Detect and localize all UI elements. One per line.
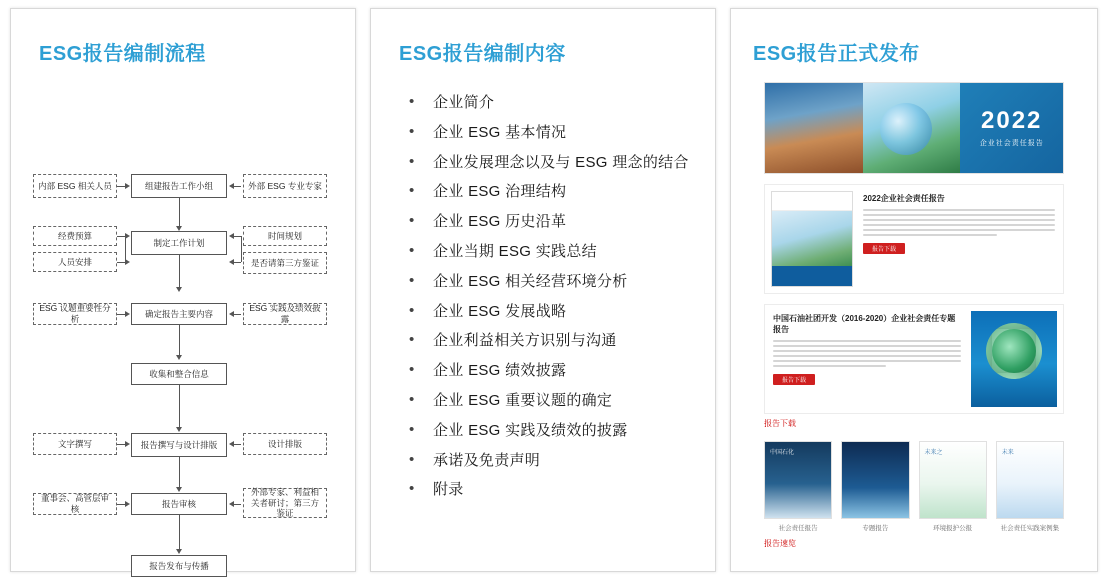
panel-release (730, 8, 1098, 572)
report-gallery (764, 82, 1064, 549)
list-item: • 企业 ESG 治理结构 (405, 181, 697, 202)
report-card-1-text (863, 209, 1055, 236)
flow-node-n15: 设计排版 (243, 433, 327, 455)
flow-node-n19: 报告发布与传播 (131, 555, 227, 577)
thumbnail-row (764, 441, 1064, 519)
list-item: • 企业 ESG 绩效披露 (405, 360, 697, 381)
hero-subtitle: 企业社会责任报告 (979, 139, 1044, 147)
report-card-2-title: 中国石油社团开发（2016-2020）企业社会责任专题报告 (773, 314, 956, 334)
report-card-1[interactable] (764, 184, 1064, 294)
report-cover-thumbnail (771, 191, 853, 287)
thumbnail-1-label: 中国石化 (770, 450, 795, 456)
thumbnail-captions (764, 523, 1064, 532)
content-list (371, 92, 715, 501)
list-item: • 企业利益相关方识别与沟通 (405, 330, 697, 351)
thumbnail-2[interactable] (841, 441, 909, 519)
flow-node-n17: 报告审核 (131, 493, 227, 515)
list-item: • 企业发展理念以及与 ESG 理念的结合 (405, 152, 697, 173)
panel-content (370, 8, 716, 572)
hero-year: 2022 (981, 106, 1043, 134)
thumbnail-3-label: 未来之 (924, 450, 943, 456)
report-card-1-title: 2022企业社会责任报告 (863, 194, 945, 203)
panel-release-title: ESG报告正式发布 (753, 43, 920, 65)
report-cover-blue (971, 311, 1057, 407)
flow-node-n14: 报告撰写与设计排版 (131, 433, 227, 457)
flow-node-n11: ESG 实践及绩效披露 (243, 303, 327, 325)
flow-node-n10: 确定报告主要内容 (131, 303, 227, 325)
thumbnail-1[interactable] (764, 441, 832, 519)
flow-node-n12: 收集和整合信息 (131, 363, 227, 385)
list-item: • 企业 ESG 发展战略 (405, 301, 697, 322)
hero-image-desert (765, 83, 863, 173)
flow-node-n13: 文字撰写 (33, 433, 117, 455)
report-card-2[interactable] (764, 304, 1064, 414)
hero-image-green (863, 83, 961, 173)
flow-node-n4: 经费预算 (33, 226, 117, 246)
flow-node-n7: 人员安排 (33, 252, 117, 272)
flow-node-n8: 是否请第三方鉴证 (243, 252, 327, 274)
thumbnail-2-caption: 专题报告 (862, 525, 889, 532)
flow-diagram (11, 88, 355, 571)
flow-node-n18: 外部专家、利益相关者研讨；第三方鉴证 (243, 488, 327, 518)
list-item: • 企业当期 ESG 实践总结 (405, 241, 697, 262)
panel-content-title: ESG报告编制内容 (399, 43, 566, 65)
report-card-2-body (765, 305, 967, 413)
flow-node-n2: 组建报告工作小组 (131, 174, 227, 198)
panel-flow-title: ESG报告编制流程 (39, 43, 206, 65)
thumbnail-4-label: 未来 (1001, 450, 1014, 456)
flow-node-n16: 董事会、高管层审核 (33, 493, 117, 515)
thumbnail-4[interactable] (996, 441, 1064, 519)
gallery-bottom-caption: 报告速览 (764, 539, 796, 548)
list-item: • 承诺及免责声明 (405, 450, 697, 471)
list-item: • 附录 (405, 479, 697, 500)
panel-flow (10, 8, 356, 572)
thumbnail-3[interactable] (919, 441, 987, 519)
thumbnail-4-caption: 社会责任实践案例集 (1000, 525, 1060, 532)
report-card-1-body (861, 185, 1063, 293)
thumbnail-1-caption: 社会责任报告 (778, 525, 818, 532)
list-item: • 企业 ESG 基本情况 (405, 122, 697, 143)
report-card-2-caption: 报告下载 (764, 419, 796, 428)
list-item: • 企业 ESG 历史沿革 (405, 211, 697, 232)
flow-node-n5: 制定工作计划 (131, 231, 227, 255)
report-card-1-download-button[interactable]: 报告下载 (863, 243, 905, 254)
flow-node-n9: ESG 议题重要性分析 (33, 303, 117, 325)
list-item: • 企业 ESG 重要议题的确定 (405, 390, 697, 411)
flow-node-n6: 时间规划 (243, 226, 327, 246)
hero-banner[interactable] (764, 82, 1064, 174)
hero-image-title (960, 83, 1063, 173)
flow-node-n3: 外部 ESG 专业专家 (243, 174, 327, 198)
report-card-2-download-button[interactable]: 报告下载 (773, 374, 815, 385)
report-card-2-text (773, 340, 961, 367)
flow-node-n1: 内部 ESG 相关人员 (33, 174, 117, 198)
thumbnail-3-caption: 环境报护公报 (933, 525, 973, 532)
list-item: • 企业 ESG 实践及绩效的披露 (405, 420, 697, 441)
list-item: • 企业简介 (405, 92, 697, 113)
list-item: • 企业 ESG 相关经营环境分析 (405, 271, 697, 292)
